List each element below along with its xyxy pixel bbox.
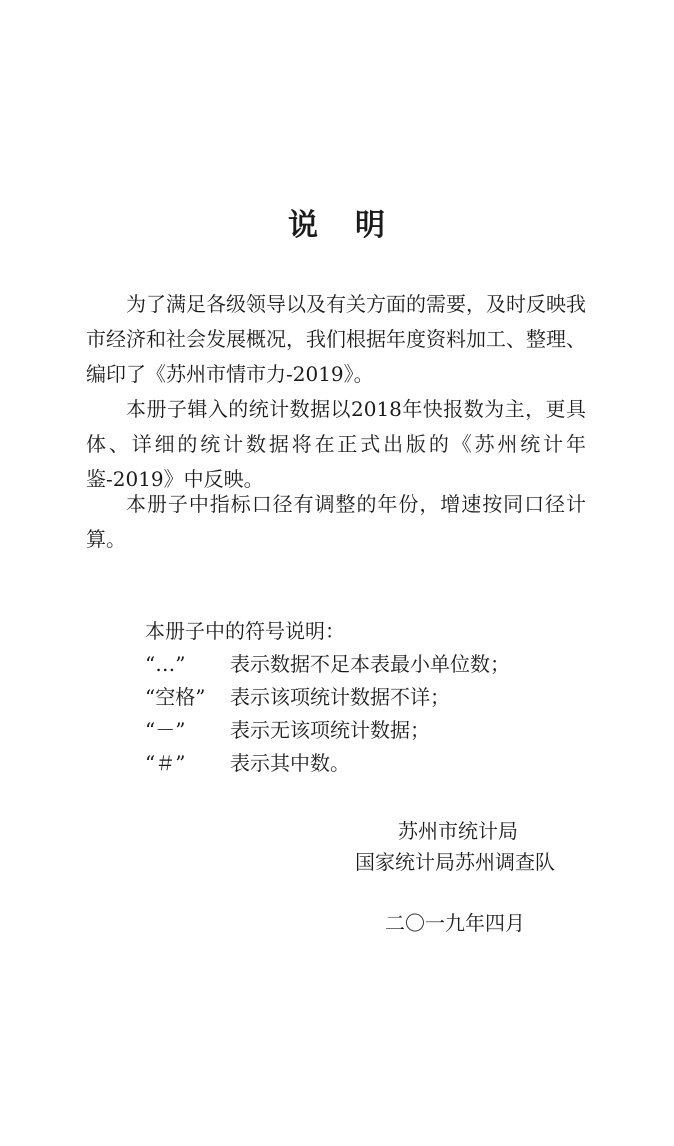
legend-symbol: “…” [145,652,186,676]
legend-symbol: “＃” [145,751,186,775]
symbol-legend [145,615,585,780]
legend-item [145,648,585,681]
legend-meaning: 表示其中数。 [230,751,350,775]
legend-heading: 本册子中的符号说明： [145,619,345,643]
intro-paragraph-2: 本册子辑入的统计数据以2018年快报数为主，更具体、详细的统计数据将在正式出版的《苏州统计年鉴-2019》中反映。 [86,397,586,491]
page-title [0,200,674,244]
title-char-1: 说 [288,208,319,243]
legend-meaning: 表示数据不足本表最小单位数； [230,652,510,676]
legend-item [145,714,585,747]
intro-paragraph-3: 本册子中指标口径有调整的年份，增速按同口径计算。 [86,492,586,551]
signature-org-2: 国家统计局苏州调查队 [355,850,555,874]
signature-org-1: 苏州市统计局 [398,819,518,843]
legend-symbol: “－” [145,718,186,742]
legend-meaning: 表示该项统计数据不详； [230,685,450,709]
intro-paragraph-1: 为了满足各级领导以及有关方面的需要，及时反映我市经济和社会发展概况，我们根据年度资料加工、整理、编印了《苏州市情市力-2019》。 [86,292,586,386]
legend-item [145,747,585,780]
title-char-2: 明 [355,208,386,243]
legend-symbol: “空格” [145,685,206,709]
legend-item [145,681,585,714]
legend-meaning: 表示无该项统计数据； [230,718,430,742]
signature-date: 二〇一九年四月 [385,911,525,935]
